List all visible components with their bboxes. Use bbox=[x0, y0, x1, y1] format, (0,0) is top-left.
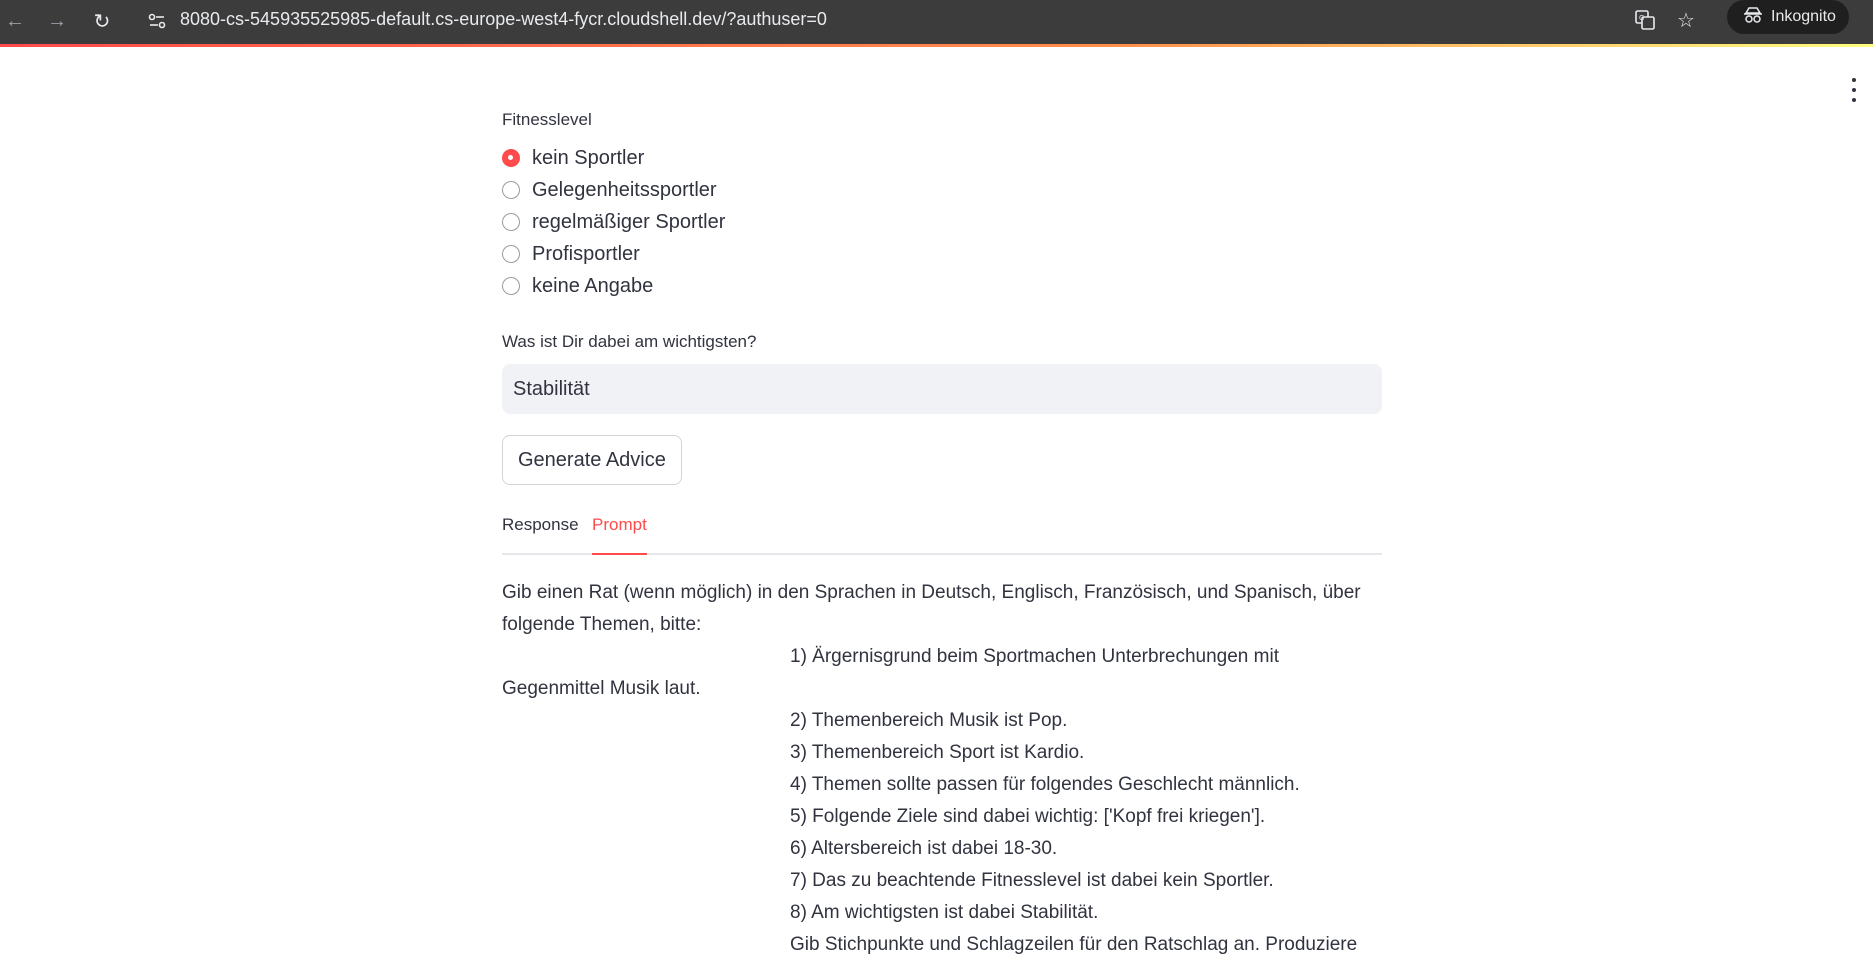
radio-dot[interactable] bbox=[502, 245, 520, 263]
radio-dot[interactable] bbox=[502, 213, 520, 231]
radio-label: keine Angabe bbox=[532, 274, 654, 297]
prompt-line: folgende Themen, bitte: bbox=[502, 614, 702, 635]
browser-toolbar bbox=[0, 0, 1873, 45]
radio-dot[interactable] bbox=[502, 149, 520, 167]
radio-label: Profisportler bbox=[532, 242, 640, 265]
radio-kein-sportler[interactable] bbox=[502, 142, 1382, 174]
prompt-line: Gegenmittel Musik laut. bbox=[502, 678, 701, 699]
address-bar[interactable]: 8080-cs-545935525985-default.cs-europe-west4-fycr.cloudshell.dev/?authuser=0 bbox=[180, 9, 827, 29]
prompt-item: 4) Themen sollte passen für folgendes Geschlecht männlich. bbox=[790, 774, 1300, 795]
prompt-item: 8) Am wichtigsten ist dabei Stabilität. bbox=[790, 902, 1099, 923]
kebab-menu-icon[interactable] bbox=[1847, 78, 1861, 102]
priority-input[interactable] bbox=[502, 364, 1382, 414]
forward-arrow-icon[interactable]: → bbox=[47, 9, 67, 32]
fitness-label: Fitnesslevel bbox=[502, 110, 592, 129]
tab-bar bbox=[502, 511, 1382, 555]
radio-keine-angabe[interactable] bbox=[502, 270, 1382, 302]
prompt-item: Gib Stichpunkte und Schlagzeilen für den Ratschlag an. Produziere bbox=[790, 934, 1358, 955]
priority-label: Was ist Dir dabei am wichtigsten? bbox=[502, 332, 757, 351]
incognito-label: Inkognito bbox=[1771, 8, 1836, 25]
prompt-item: 3) Themenbereich Sport ist Kardio. bbox=[790, 742, 1085, 763]
reload-icon[interactable]: ↻ bbox=[93, 10, 111, 33]
site-settings-icon[interactable] bbox=[142, 6, 172, 36]
main-content bbox=[502, 110, 1382, 961]
prompt-item: 7) Das zu beachtende Fitnesslevel ist dabei kein Sportler. bbox=[790, 870, 1274, 891]
tab-prompt[interactable]: Prompt bbox=[592, 511, 647, 555]
tab-response[interactable]: Response bbox=[502, 515, 579, 534]
radio-regelmaessiger-sportler[interactable] bbox=[502, 206, 1382, 238]
radio-label: kein Sportler bbox=[532, 146, 645, 169]
prompt-item: 2) Themenbereich Musik ist Pop. bbox=[790, 710, 1068, 731]
incognito-profile-button[interactable] bbox=[1727, 0, 1849, 34]
prompt-item: 6) Altersbereich ist dabei 18-30. bbox=[790, 838, 1058, 859]
svg-text:G: G bbox=[1639, 14, 1645, 22]
radio-label: Gelegenheitssportler bbox=[532, 178, 717, 201]
fitness-radio-group bbox=[502, 142, 1382, 302]
radio-dot[interactable] bbox=[502, 277, 520, 295]
radio-label: regelmäßiger Sportler bbox=[532, 210, 726, 233]
back-arrow-icon[interactable]: ← bbox=[5, 9, 25, 32]
incognito-icon bbox=[1743, 6, 1763, 29]
generate-advice-button[interactable]: Generate Advice bbox=[502, 435, 682, 485]
translate-icon[interactable] bbox=[1629, 4, 1661, 36]
prompt-text bbox=[502, 577, 1382, 961]
prompt-line: 1) Ärgernisgrund beim Sportmachen Unterbrechungen mit bbox=[790, 646, 1279, 667]
radio-dot[interactable] bbox=[502, 181, 520, 199]
decoration-bar bbox=[0, 44, 1873, 47]
star-icon[interactable]: ☆ bbox=[1677, 9, 1695, 32]
radio-profisportler[interactable] bbox=[502, 238, 1382, 270]
prompt-line: Gib einen Rat (wenn möglich) in den Sprachen in Deutsch, Englisch, Französisch, und Spanisch, über bbox=[502, 582, 1361, 603]
radio-gelegenheitssportler[interactable] bbox=[502, 174, 1382, 206]
prompt-item: 5) Folgende Ziele sind dabei wichtig: ['Kopf frei kriegen']. bbox=[790, 806, 1266, 827]
